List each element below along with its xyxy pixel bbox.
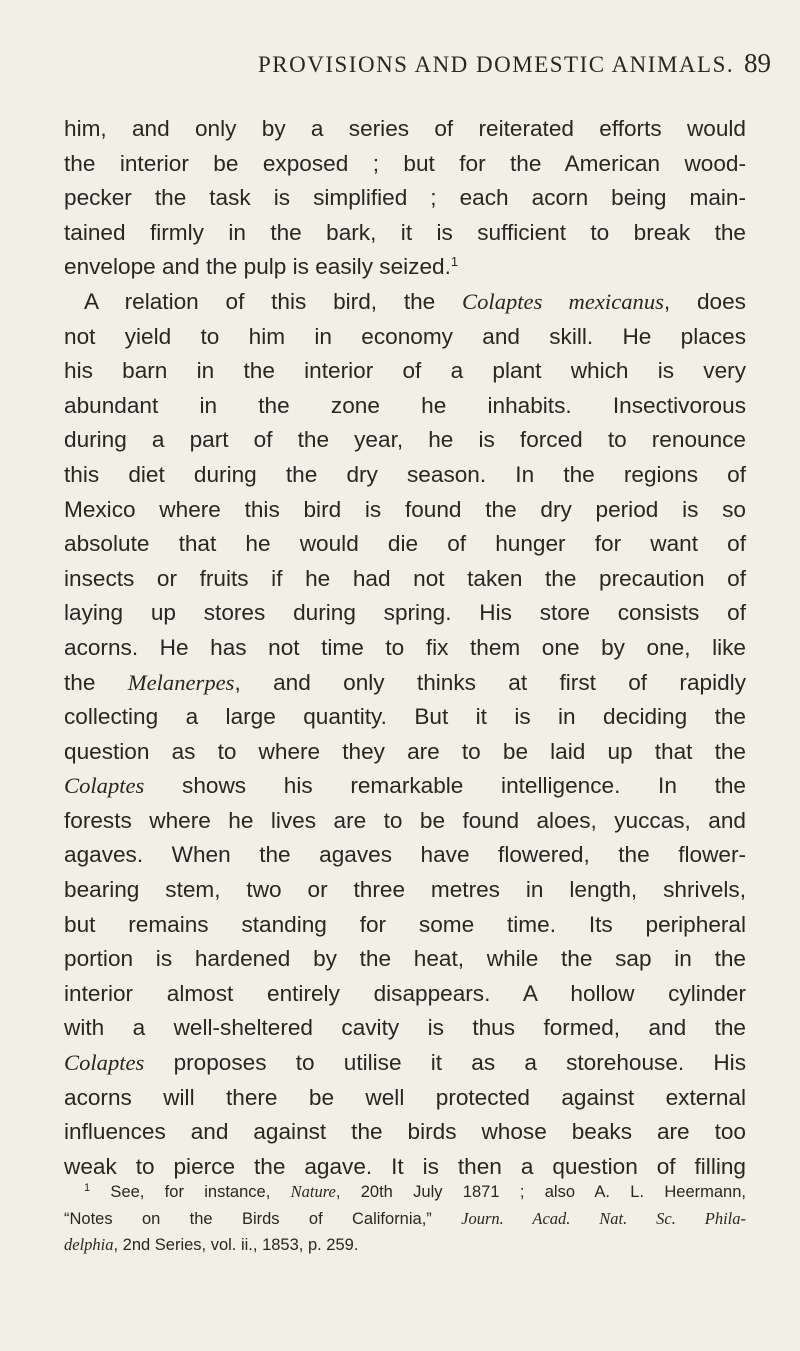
text-line: question as to where they are to be laid up that the — [64, 738, 746, 764]
text-line: agaves. When the agaves have flowered, the flower- — [64, 842, 746, 868]
text-line — [64, 1046, 746, 1081]
text-fragment: shows his remarkable intelligence. In the — [182, 773, 747, 799]
genus-name: Colaptes — [64, 1050, 145, 1076]
text-line: collecting a large quantity. But it is in deciding the — [64, 704, 746, 730]
footnote-fragment: , 20th July 1871 ; also A. L. Heermann, — [335, 1183, 746, 1201]
genus-name: Colaptes — [64, 773, 145, 799]
text-fragment: , does — [663, 288, 746, 314]
text-line: abundant in the zone he inhabits. Insectivorous — [64, 392, 746, 418]
footnote-line — [64, 1206, 746, 1233]
footnote-fragment: “Notes on the Birds of California,” — [64, 1209, 432, 1228]
body-text — [64, 112, 746, 1184]
text-line: with a well-sheltered cavity is thus formed, and the — [64, 1015, 746, 1041]
text-line: laying up stores during spring. His store consists of — [64, 600, 746, 626]
text-line: interior almost entirely disappears. A hollow cylinder — [64, 980, 746, 1006]
text-line: tained firmly in the bark, it is sufficient to break the — [64, 219, 746, 245]
journal-name: delphia — [64, 1235, 114, 1254]
journal-name: Nature — [290, 1182, 336, 1201]
footnote-line — [64, 1179, 746, 1206]
text-line: pecker the task is simplified ; each acorn being main- — [64, 185, 746, 211]
text-line: the interior be exposed ; but for the American wood- — [64, 150, 746, 176]
text-line: him, and only by a series of reiterated efforts would — [64, 116, 746, 141]
text-fragment: the — [64, 669, 96, 695]
text-line: insects or fruits if he had not taken the precaution of — [64, 565, 746, 591]
text-line: portion is hardened by the heat, while the sap in the — [64, 946, 746, 972]
text-line — [64, 250, 746, 285]
text-line — [64, 285, 746, 320]
footnote-fragment: , 2nd Series, vol. ii., 1853, p. 259. — [113, 1236, 359, 1254]
text-fragment: envelope and the pulp is easily seized. — [64, 254, 451, 280]
page-number: 89 — [744, 48, 771, 78]
journal-name: Journ. Acad. Nat. Sc. Phila- — [461, 1208, 746, 1228]
text-line: but remains standing for some time. Its peripheral — [64, 911, 746, 937]
text-line — [64, 666, 746, 701]
text-line: not yield to him in economy and skill. He places — [64, 323, 746, 349]
text-line: weak to pierce the agave. It is then a question of filling — [64, 1153, 746, 1179]
text-line — [64, 769, 746, 804]
genus-name: Melanerpes — [127, 669, 235, 695]
text-fragment: , and only thinks at first of rapidly — [234, 669, 746, 695]
text-fragment: proposes to utilise it as a storehouse. His — [173, 1050, 747, 1076]
footnote-marker: 1 — [84, 1182, 91, 1194]
text-line: acorns. He has not time to fix them one by one, like — [64, 634, 746, 660]
text-line: bearing stem, two or three metres in length, shrivels, — [64, 877, 746, 903]
running-head: PROVISIONS AND DOMESTIC ANIMALS. — [258, 52, 735, 77]
text-line: his barn in the interior of a plant which is very — [64, 358, 746, 384]
text-line: acorns will there be well protected against external — [64, 1084, 746, 1110]
footnote — [64, 1179, 746, 1259]
text-line: forests where he lives are to be found aloes, yuccas, and — [64, 807, 746, 833]
footnote-line — [64, 1232, 746, 1259]
species-name: Colaptes mexicanus — [462, 288, 664, 314]
text-line: influences and against the birds whose beaks are too — [64, 1119, 746, 1145]
text-line: Mexico where this bird is found the dry period is so — [64, 496, 746, 522]
text-line: this diet during the dry season. In the regions of — [64, 461, 746, 487]
text-line: absolute that he would die of hunger for want of — [64, 531, 746, 557]
text-line: during a part of the year, he is forced to renounce — [64, 427, 746, 453]
footnote-reference: 1 — [450, 254, 459, 270]
footnote-fragment: See, for instance, — [90, 1183, 271, 1201]
text-fragment: A relation of this bird, the — [84, 288, 436, 314]
